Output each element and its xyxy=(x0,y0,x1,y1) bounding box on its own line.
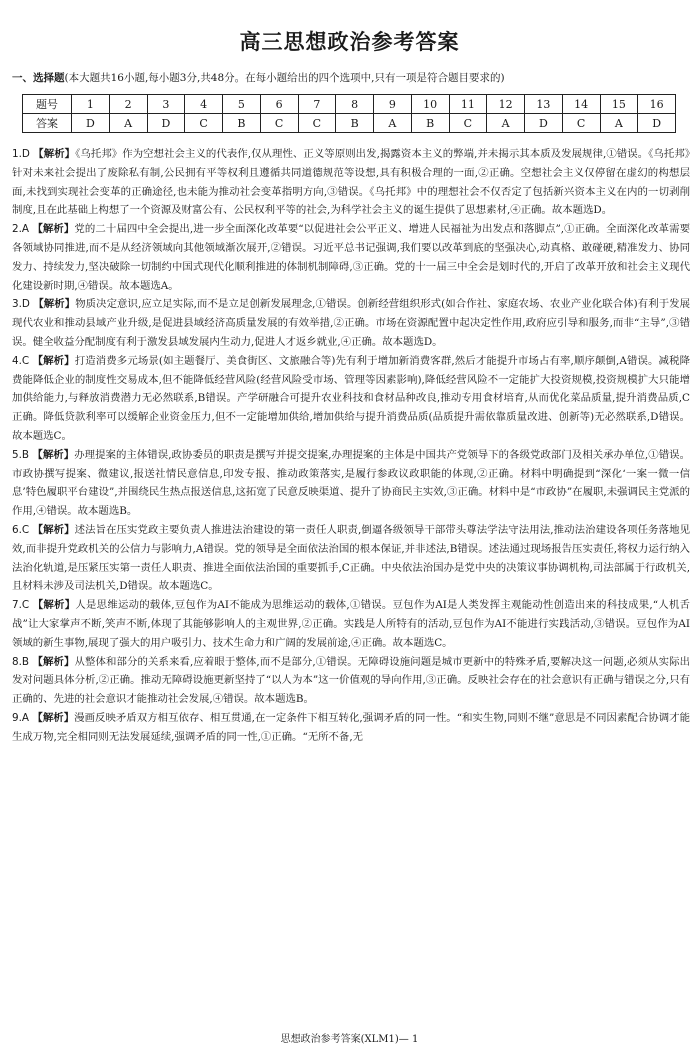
question-explanation xyxy=(12,709,690,747)
explanation-text: 漫画反映矛盾双方相互依存、相互贯通,在一定条件下相互转化,强调矛盾的同一性。“和实生物,同则不继”意思是不同因素配合协调才能生成万物,完全相同则无法发展延续,强调矛盾的同一性,①正确。“无所不备,无 xyxy=(12,711,690,743)
answer-cell: A xyxy=(109,114,147,133)
section-header xyxy=(12,70,692,86)
explanation-text: 打造消费多元场景(如主题餐厅、美食街区、文旅融合等)先有利于增加新消费客群,然后才能提升市场占有率,顺序颠倒,A错误。减税降费能降低企业的制度性交易成本,但不能降低经营风险(经营风险受市场、管理等因素影响),降低经营风险不一定能扩大投资规模,投资规模扩大只能增加供给能力,与释放消费潜力无必然联系,B错误。产学研融合可提升农业科技和食材品种改良,推动专用食材培育,从而优化菜品质量,提升消费品质,C正确。降低贷款利率可以缓解企业资金压力,但不一定能增加供给,增加供给与提升消费品质(品质提升需依靠质量改进、创新等)无必然联系,D错误。故本题选C。 xyxy=(12,354,690,442)
section-heading: 一、选择题 xyxy=(12,72,65,84)
question-explanation xyxy=(12,145,690,220)
answer-cell: A xyxy=(487,114,525,133)
question-explanation xyxy=(12,653,690,709)
question-number-cell: 7 xyxy=(298,95,336,114)
analysis-tag: 【解析】 xyxy=(32,354,75,367)
analysis-tag: 【解析】 xyxy=(32,223,75,236)
explanation-text: 办理提案的主体错误,政协委员的职责是撰写并提交提案,办理提案的主体是中国共产党领导下的各级党政部门及相关承办单位,①错误。市政协撰写提案、微建议,报送社情民意信息,印发专报、推动政策落实,是履行参政议政职能的体现,②正确。材料中明确提到“深化‘一案一微一信息’特色履职平台建设”,并围绕民生热点报送信息,这拓宽了民意反映渠道、提升了协商民主实效,③正确。材料中是“市政协”在履职,未强调民主党派的作用,④错误。故本题选B。 xyxy=(12,448,690,518)
answer-cell: D xyxy=(525,114,563,133)
question-number-cell: 13 xyxy=(525,95,563,114)
row-label-question-number: 题号 xyxy=(23,95,72,114)
explanations xyxy=(12,145,690,747)
answer-cell: B xyxy=(223,114,261,133)
analysis-tag: 【解析】 xyxy=(32,711,75,724)
question-number: 4.C xyxy=(12,354,30,367)
answer-cell: C xyxy=(260,114,298,133)
explanation-text: 物质决定意识,应立足实际,而不是立足创新发展理念,①错误。创新经营组织形式(如合作社、家庭农场、农业产业化联合体)有利于发展现代农业和推动县域产业升级,是促进县域经济高质量发展的有效举措,②正确。市场在资源配置中起决定性作用,政府应引导和服务,而非“主导”,③错误。健全收益分配制度有利于激发县域发展内生动力,促进人才返乡就业,④正确。故本题选D。 xyxy=(12,298,691,348)
analysis-tag: 【解析】 xyxy=(32,448,75,461)
question-number: 9.A xyxy=(12,711,30,724)
question-number-cell: 8 xyxy=(336,95,374,114)
question-number: 1.D xyxy=(12,148,30,160)
explanation-text: 述法旨在压实党政主要负责人推进法治建设的第一责任人职责,倒逼各级领导干部带头尊法学法守法用法,推动法治建设各项任务落地见效,而非提升党政机关的公信力与影响力,A错误。党的领导是全面依法治国的根本保证,并非述法,B错误。述法通过现场报告压实责任,将权力运行纳入法治化轨道,是压紧压实第一责任人职责、推进全面依法治国的重要抓手,C正确。中央依法治国办是党中央的决策议事协调机构,司法部属于行政机关,且材料未涉及司法机关,D错误。故本题选C。 xyxy=(12,523,690,593)
question-explanation xyxy=(12,521,690,596)
question-number-cell: 3 xyxy=(147,95,185,114)
question-number: 2.A xyxy=(12,223,30,236)
answer-cell: D xyxy=(147,114,185,133)
page-title: 高三思想政治参考答案 xyxy=(239,30,460,54)
question-number: 6.C xyxy=(12,523,30,536)
explanation-text: 党的二十届四中全会提出,进一步全面深化改革要“以促进社会公平正义、增进人民福祉为出发点和落脚点”,①正确。全面深化改革需要各领域协同推进,而不是从经济领域向其他领域渐次展开,②错误。习近平总书记强调,我们要以改革到底的坚强决心,动真格、敢碰硬,精准发力、协同发力、持续发力,坚决破除一切制约中国式现代化顺利推进的体制机制障碍,③正确。党的十一届三中全会是划时代的,开启了改革开放和社会主义现代化建设新时期,④错误。故本题选A。 xyxy=(12,223,690,292)
answer-cell: C xyxy=(298,114,336,133)
answer-cell: B xyxy=(336,114,374,133)
question-explanation xyxy=(12,220,690,295)
answer-cell: C xyxy=(449,114,487,133)
explanation-text: 《乌托邦》作为空想社会主义的代表作,仅从理性、正义等原则出发,揭露资本主义的弊端,并未揭示其本质及发展规律,①错误。《乌托邦》针对未来社会提出了废除私有制,公民拥有平等权利且遵循共同道德规范等设想,具有积极合理的一面,②正确。空想社会主义仅停留在虚幻的构想层面,未找到实现社会变革的正确途径,也未能为推动社会变革指明方向,③错误。《乌托邦》中的理想社会不仅否定了包括新兴资本主义在内的一切剥削制度,且在此基础上构想了一个资源及财富公有、公民权利平等的社会,为科学社会主义的诞生提供了思想素材,④正确。故本题选D。 xyxy=(12,148,691,217)
question-number-cell: 11 xyxy=(449,95,487,114)
answer-table-answer-row xyxy=(23,114,676,133)
answer-table xyxy=(22,94,676,133)
question-number-cell: 15 xyxy=(600,95,638,114)
answer-cell: D xyxy=(638,114,676,133)
question-number-cell: 10 xyxy=(411,95,449,114)
analysis-tag: 【解析】 xyxy=(32,655,75,668)
question-number-cell: 14 xyxy=(562,95,600,114)
question-explanation xyxy=(12,295,690,351)
analysis-tag: 【解析】 xyxy=(33,148,76,160)
answer-cell: C xyxy=(185,114,223,133)
question-explanation xyxy=(12,596,690,652)
question-number-cell: 5 xyxy=(223,95,261,114)
analysis-tag: 【解析】 xyxy=(32,599,76,612)
question-number-cell: 16 xyxy=(638,95,676,114)
analysis-tag: 【解析】 xyxy=(32,523,75,536)
question-number-cell: 6 xyxy=(260,95,298,114)
question-number: 7.C xyxy=(12,599,30,612)
question-explanation xyxy=(12,352,690,446)
answer-cell: A xyxy=(600,114,638,133)
question-number: 5.B xyxy=(12,448,30,461)
explanation-text: 人是思维运动的载体,豆包作为AI不能成为思维运动的载体,①错误。豆包作为AI是人类发挥主观能动性创造出来的科技成果,“人机舌战”让大家掌声不断,笑声不断,体现了其能够影响人的主观世界,②正确。实践是人所特有的活动,豆包作为AI不能进行实践活动,③错误。豆包作为AI领域的新生事物,展现了强大的用户吸引力、技术生命力和广阔的发展前途,④正确。故本题选C。 xyxy=(12,599,691,649)
question-number-cell: 12 xyxy=(487,95,525,114)
question-number: 8.B xyxy=(12,655,30,668)
question-number: 3.D xyxy=(12,298,30,311)
answer-cell: C xyxy=(562,114,600,133)
page-footer: 思想政治参考答案(XLM1)— 1 xyxy=(280,1034,419,1045)
question-number-cell: 2 xyxy=(109,95,147,114)
answer-cell: A xyxy=(374,114,412,133)
question-number-cell: 9 xyxy=(374,95,412,114)
row-label-answer: 答案 xyxy=(23,114,72,133)
question-number-cell: 4 xyxy=(185,95,223,114)
section-description: (本大题共16小题,每小题3分,共48分。在每小题给出的四个选项中,只有一项是符合题目要求的) xyxy=(64,72,505,84)
analysis-tag: 【解析】 xyxy=(33,298,76,311)
question-number-cell: 1 xyxy=(72,95,110,114)
answer-table-number-row xyxy=(23,95,676,114)
answer-cell: B xyxy=(411,114,449,133)
explanation-text: 从整体和部分的关系来看,应着眼于整体,而不是部分,①错误。无障碍设施问题是城市更新中的特殊矛盾,要解决这一问题,必须从实际出发对问题具体分析,②正确。推动无障碍设施更新坚持了“以人为本”这一价值观的导向作用,③正确。反映社会存在的社会意识有正确与错误之分,只有正确的、先进的社会意识才能推动社会发展,④错误。故本题选B。 xyxy=(12,655,691,706)
answer-cell: D xyxy=(72,114,110,133)
question-explanation xyxy=(12,446,690,521)
